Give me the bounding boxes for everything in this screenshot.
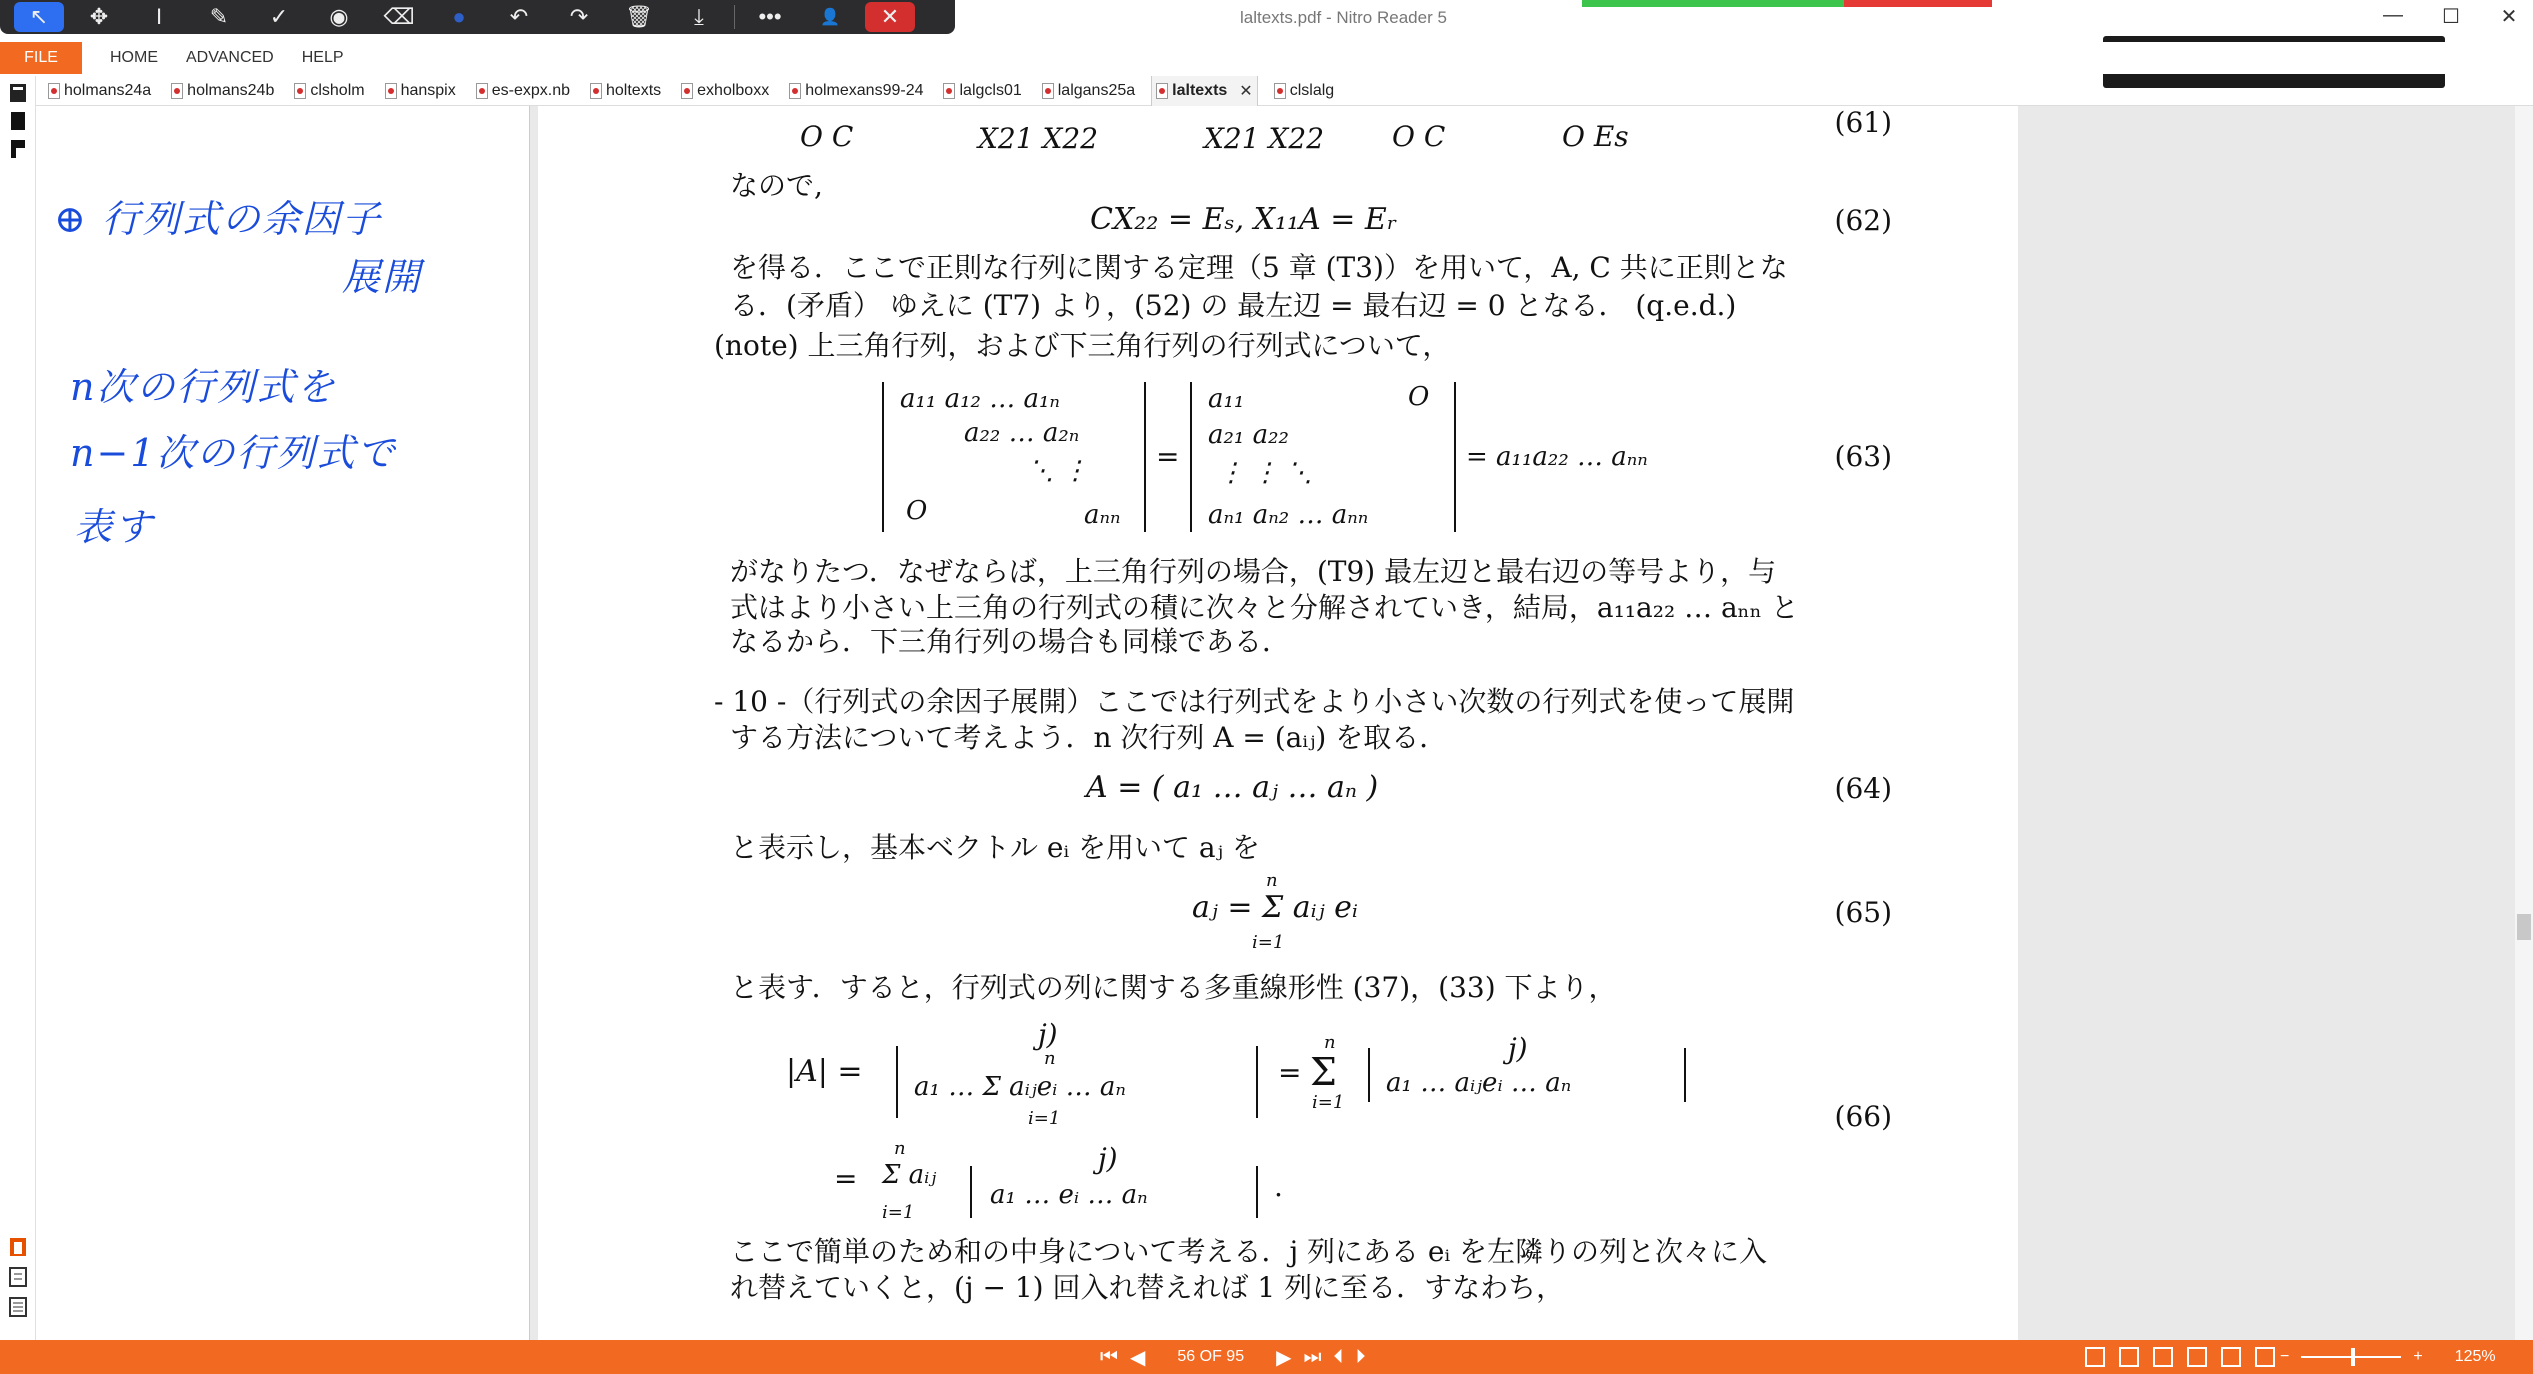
paragraph: 式はより小さい上三角の行列式の積に次々と分解されていき，結局，a₁₁a₂₂ … aₙₙ と: [730, 591, 1799, 624]
paragraph: と表す．すると，行列式の列に関する多重線形性 (37)，(33) 下より，: [730, 971, 1617, 1004]
eq63-right-row2: a₂₁ a₂₂: [1208, 420, 1289, 450]
person-icon[interactable]: 👤: [820, 9, 840, 26]
eq63-right-row4: aₙ₁ aₙ₂ … aₙₙ: [1208, 500, 1369, 530]
eq63-equals: =: [1156, 440, 1180, 473]
note-line-4: n−1次の行列式で: [70, 431, 397, 475]
paragraph: れ替えていくと，(j − 1) 回入れ替えれば 1 列に至る．すなわち，: [730, 1271, 1565, 1304]
fit-page-icon[interactable]: [2255, 1347, 2275, 1367]
last-page-button[interactable]: ⏭: [1303, 1345, 1322, 1368]
tab-label: lalgcls01: [959, 81, 1022, 99]
tab-label: laltexts: [1172, 81, 1228, 99]
menu-help[interactable]: HELP: [301, 49, 344, 66]
tab-lalgans25a[interactable]: [1038, 76, 1139, 106]
close-icon[interactable]: ✕: [865, 2, 915, 32]
eq-number-64: (64): [1834, 772, 1892, 805]
handwritten-notes-panel[interactable]: [36, 106, 530, 1340]
pdf-icon: [590, 83, 602, 99]
continuous-view-icon[interactable]: [2119, 1347, 2139, 1367]
tab-label: holmexans99-24: [805, 81, 924, 99]
tab-holmexans99-24[interactable]: [785, 76, 927, 106]
eq61-left-matrix: O C: [800, 120, 854, 153]
eq65-lower-limit: i=1: [1252, 932, 1285, 953]
equation-64: A = ( a₁ … aⱼ … aₙ ): [1086, 770, 1379, 805]
eq66-upper-limit: n: [1044, 1048, 1056, 1069]
eq66-lower-limit-2: i=1: [1312, 1092, 1345, 1113]
tab-label: lalgans25a: [1057, 81, 1136, 99]
next-page-button[interactable]: ▶: [1276, 1346, 1292, 1369]
det-bar: [1144, 382, 1146, 532]
facing-continuous-view-icon[interactable]: [2187, 1347, 2207, 1367]
eq63-right-row3: ⋮ ⋮ ⋱: [1218, 458, 1313, 488]
pdf-icon: [171, 83, 183, 99]
undo-icon[interactable]: ↶: [509, 4, 529, 29]
eq66-col-label-3: j): [1098, 1142, 1118, 1175]
tab-es-expx[interactable]: [472, 76, 574, 106]
first-page-button[interactable]: ⏮: [1100, 1345, 1118, 1368]
tab-exholboxx[interactable]: [677, 76, 773, 106]
tab-label: exholboxx: [697, 81, 770, 99]
progress-indicator-red: [1844, 0, 1992, 7]
det-bar: [896, 1046, 898, 1118]
pdf-icon: [385, 83, 397, 99]
previous-page-button[interactable]: ◀: [1130, 1346, 1146, 1369]
pdf-icon: [943, 83, 955, 99]
equation-62: CX₂₂ = Eₛ, X₁₁A = Eᵣ: [1090, 202, 1398, 237]
pdf-icon: [1274, 83, 1286, 99]
eq63-left-row2: a₂₂ … a₂ₙ: [964, 418, 1080, 448]
next-view-button[interactable]: ⏵: [1355, 1345, 1366, 1368]
eq66-upper-limit-2: n: [1324, 1032, 1336, 1053]
menu-home[interactable]: HOME: [110, 49, 158, 66]
tab-label: holmans24b: [187, 81, 275, 99]
det-bar: [882, 382, 884, 532]
eq-number-63: (63): [1834, 440, 1892, 473]
eq61-mid-matrix: X21 X22: [978, 122, 1099, 155]
det-bar: [970, 1166, 972, 1218]
eq66-lower-limit: i=1: [1028, 1108, 1061, 1129]
bookmarks-panel-icon[interactable]: [8, 110, 28, 132]
eq66-col-label-2: j): [1508, 1032, 1528, 1065]
section-heading: - 10 -（行列式の余因子展開）ここでは行列式をより小さい次数の行列式を使って展開: [714, 685, 1795, 718]
pdf-icon: [476, 83, 488, 99]
det-bar: [1454, 382, 1456, 532]
attachments-panel-icon[interactable]: [8, 1236, 28, 1258]
eq-number-61: (61): [1834, 106, 1892, 139]
tab-close-icon[interactable]: ✕: [1239, 82, 1253, 100]
eq66-det-b: a₁ … aᵢⱼeᵢ … aₙ: [1386, 1068, 1572, 1098]
maximize-button[interactable]: ☐: [2442, 6, 2460, 28]
comments-panel-icon[interactable]: [8, 138, 28, 160]
menu-advanced[interactable]: ADVANCED: [186, 49, 274, 66]
note-line-3: n次の行列式を: [70, 365, 337, 409]
tab-lalgcls01[interactable]: [939, 76, 1025, 106]
tab-clslalg[interactable]: [1270, 76, 1338, 106]
pdf-icon: [1042, 83, 1054, 99]
tab-label: clsholm: [310, 81, 365, 99]
text-cursor-icon[interactable]: I: [155, 4, 163, 29]
pdf-icon: [1156, 83, 1168, 99]
single-page-view-icon[interactable]: [2085, 1347, 2105, 1367]
eq66-equals-2: =: [834, 1162, 858, 1195]
move-icon[interactable]: ✥: [89, 4, 109, 29]
det-bar: [1684, 1048, 1686, 1102]
tab-label: holmans24a: [64, 81, 152, 99]
pointer-icon[interactable]: ↖: [14, 2, 64, 32]
tab-label: es-expx.nb: [491, 81, 570, 99]
eq66-col-label: j): [1038, 1018, 1058, 1051]
document-tabs: [0, 76, 2533, 106]
left-rail: [0, 76, 36, 1340]
zoom-slider-handle[interactable]: [2351, 1348, 2355, 1366]
eq66-det-c: a₁ … eᵢ … aₙ: [990, 1180, 1148, 1210]
scrollbar-thumb[interactable]: [2517, 914, 2531, 940]
eraser-icon[interactable]: ⌫: [383, 4, 415, 29]
eq66-lhs: |A| =: [786, 1054, 863, 1089]
more-icon[interactable]: •••: [758, 4, 782, 29]
paragraph: なので,: [730, 169, 823, 202]
note-line-5: 表す: [74, 505, 155, 549]
sigma: Σ: [1310, 1050, 1337, 1094]
check-icon[interactable]: ✓: [269, 4, 289, 29]
pen-icon[interactable]: ✎: [209, 4, 229, 29]
eq66-upper-limit-3: n: [894, 1138, 906, 1159]
eq63-left-row3: ⋱ ⋮: [1028, 456, 1089, 486]
pdf-icon: [294, 83, 306, 99]
toolbar-divider: [734, 5, 735, 29]
eq-number-65: (65): [1834, 896, 1892, 929]
eq61-right-matrix: O C: [1392, 120, 1446, 153]
eq63-rhs: = a₁₁a₂₂ … aₙₙ: [1466, 442, 1648, 472]
close-window-button[interactable]: ✕: [2500, 6, 2518, 28]
det-bar: [1190, 382, 1192, 532]
paragraph: と表示し，基本ベクトル eᵢ を用いて aⱼ を: [730, 831, 1260, 864]
paragraph: ここで簡単のため和の中身について考える．j 列にある eᵢ を左隣りの列と次々に入: [730, 1235, 1768, 1268]
facing-view-icon[interactable]: [2153, 1347, 2173, 1367]
eq-number-62: (62): [1834, 204, 1892, 237]
pdf-icon: [789, 83, 801, 99]
menu-file[interactable]: FILE: [0, 42, 82, 74]
tab-holmans24a[interactable]: [44, 76, 155, 106]
eq63-left-row4a: O: [906, 496, 928, 526]
pdf-page[interactable]: [538, 106, 2018, 1340]
minimize-button[interactable]: —: [2383, 4, 2403, 26]
output-panel-icon[interactable]: [8, 1266, 28, 1288]
paragraph: なるから．下三角行列の場合も同様である．: [730, 625, 1291, 658]
eq-number-66: (66): [1834, 1100, 1892, 1133]
previous-view-button[interactable]: ⏴: [1333, 1345, 1344, 1368]
equation-65: aⱼ = Σ aᵢⱼ eᵢ: [1192, 890, 1358, 925]
tab-label: hanspix: [400, 81, 456, 99]
eq63-right-row1b: O: [1408, 382, 1430, 412]
redo-icon[interactable]: ↷: [569, 4, 589, 29]
fit-width-icon[interactable]: [2221, 1347, 2241, 1367]
eq66-lower-limit-3: i=1: [882, 1202, 915, 1223]
trash-icon[interactable]: 🗑: [625, 4, 653, 29]
eq61-mid-matrix-2: X21 X22: [1204, 122, 1325, 155]
zoom-slider[interactable]: [2301, 1356, 2401, 1358]
tab-label: holtexts: [606, 81, 662, 99]
zoom-level[interactable]: 125%: [2454, 1348, 2496, 1365]
eq65-upper-limit: n: [1266, 870, 1278, 891]
det-bar: [1368, 1048, 1370, 1102]
annotation-toolbar: [0, 0, 955, 34]
tab-holtexts[interactable]: [586, 76, 665, 106]
download-icon[interactable]: ⤓: [694, 4, 704, 29]
tab-holmans24b[interactable]: [167, 76, 278, 106]
eq63-right-row1a: a₁₁: [1208, 384, 1245, 414]
eq63-left-row1: a₁₁ a₁₂ … a₁ₙ: [900, 384, 1060, 414]
menu-bar: [0, 42, 2533, 74]
color-dot-icon[interactable]: ●: [452, 4, 466, 29]
det-bar: [1256, 1046, 1258, 1118]
pdf-icon: [681, 83, 693, 99]
zoom-in-button[interactable]: +: [2413, 1348, 2423, 1365]
eq66-period: .: [1274, 1170, 1283, 1203]
zoom-out-button[interactable]: −: [2280, 1348, 2290, 1365]
progress-indicator-green: [1582, 0, 1844, 7]
vertical-scrollbar[interactable]: [2515, 106, 2533, 1340]
status-bar: [0, 1340, 2533, 1374]
page-number-field[interactable]: 56 OF 95: [1177, 1348, 1245, 1365]
tab-hanspix[interactable]: [381, 76, 460, 106]
tab-laltexts[interactable]: [1151, 76, 1258, 106]
paragraph: (note) 上三角行列，および下三角行列の行列式について，: [714, 329, 1451, 362]
pdf-icon: [48, 83, 60, 99]
note-line-2: 展開: [342, 255, 423, 299]
eq61-identity: O Es: [1562, 120, 1629, 153]
paragraph: する方法について考えよう．n 次行列 A = (aᵢⱼ) を取る．: [730, 721, 1448, 754]
eq66-sum-aij: Σ aᵢⱼ: [882, 1160, 937, 1190]
window-title: laltexts.pdf - Nitro Reader 5: [1240, 8, 1447, 27]
eq63-left-row4b: aₙₙ: [1084, 500, 1121, 530]
paragraph: がなりたつ．なぜならば，上三角行列の場合，(T9) 最左辺と最右辺の等号より，与: [730, 555, 1777, 588]
paragraph: を得る．ここで正則な行列に関する定理（5 章 (T3)）を用いて，A, C 共に正則とな: [730, 251, 1788, 284]
note-line-1: ⊕ 行列式の余因子: [54, 197, 382, 241]
pages-panel-icon[interactable]: [8, 82, 28, 104]
eq66-equals: =: [1278, 1056, 1302, 1089]
det-bar: [1256, 1166, 1258, 1218]
tab-clsholm[interactable]: [290, 76, 368, 106]
list-panel-icon[interactable]: [8, 1296, 28, 1318]
tab-label: clslalg: [1289, 81, 1335, 99]
eq66-det-a: a₁ … Σ aᵢⱼeᵢ … aₙ: [914, 1072, 1126, 1102]
paragraph: る．(矛盾） ゆえに (T7) より，(52) の 最左辺 = 最右辺 = 0 となる． (q.e.d.): [730, 289, 1737, 322]
target-icon[interactable]: ◉: [329, 4, 349, 29]
